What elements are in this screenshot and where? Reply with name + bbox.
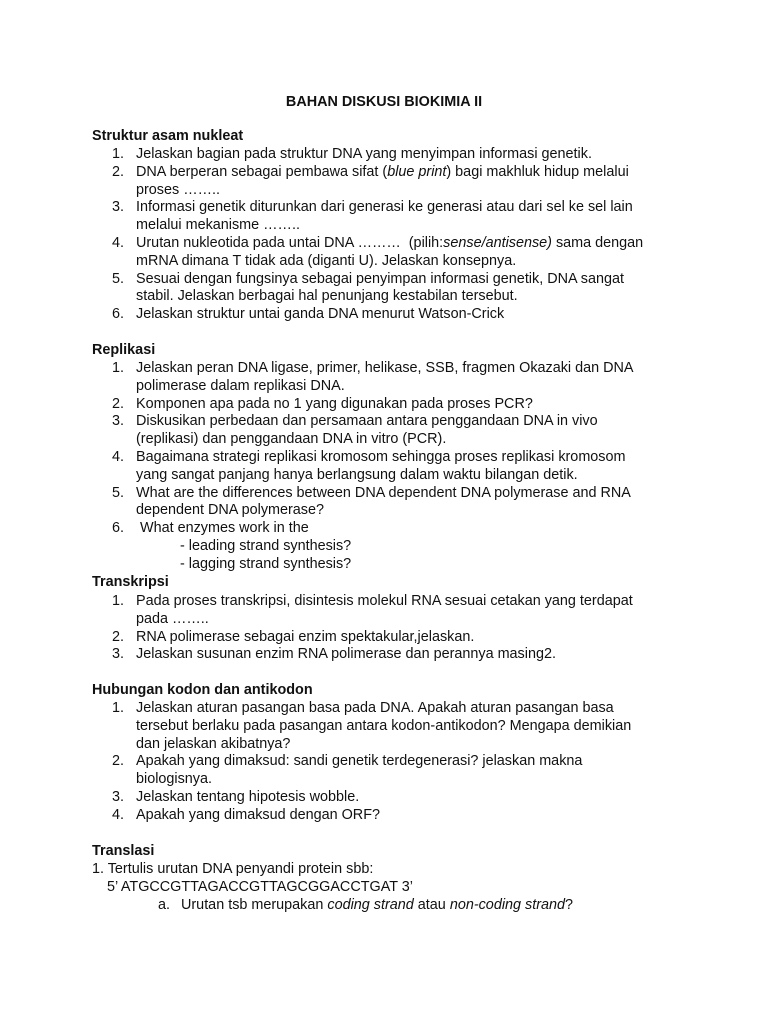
item-text: ? bbox=[565, 897, 574, 913]
list-item bbox=[92, 199, 672, 235]
list-item bbox=[92, 646, 672, 664]
item-text-line: (replikasi) dan penggandaan DNA in vitro (PCR). bbox=[136, 431, 447, 448]
item-italic-text: non-coding strand bbox=[449, 897, 566, 913]
sub-item: - lagging strand synthesis? bbox=[180, 555, 352, 572]
item-text-line: dependent DNA polymerase? bbox=[136, 502, 324, 519]
item-text: Informasi genetik diturunkan dari generasi ke generasi atau dari sel ke sel lain bbox=[136, 199, 633, 216]
item-text-line: dan jelaskan akibatnya? bbox=[136, 735, 291, 752]
item-italic-text: blue print bbox=[387, 163, 447, 180]
sub-item: - leading strand synthesis? bbox=[180, 537, 352, 554]
item-text-line: biologisnya. bbox=[136, 771, 213, 788]
list-item bbox=[92, 753, 672, 789]
item-text: Urutan nukleotida pada untai DNA ……… (pilih: bbox=[136, 234, 444, 251]
item-text-line: pada …….. bbox=[136, 610, 209, 627]
list-item bbox=[92, 593, 672, 629]
list-item bbox=[92, 306, 672, 324]
item-number: 1. bbox=[112, 360, 125, 376]
list-item bbox=[92, 396, 672, 414]
item-text: Komponen apa pada no 1 yang digunakan pada proses PCR? bbox=[136, 395, 533, 412]
item-text: Apakah yang dimaksud dengan ORF? bbox=[136, 806, 380, 823]
list-item bbox=[92, 164, 672, 200]
list-item bbox=[92, 235, 672, 271]
list-replikasi bbox=[92, 360, 672, 574]
section-title-struktur: Struktur asam nukleat bbox=[92, 128, 244, 144]
list-item bbox=[92, 629, 672, 647]
item-text: atau bbox=[413, 897, 450, 913]
item-text: DNA berperan sebagai pembawa sifat ( bbox=[136, 163, 388, 180]
list-transkripsi bbox=[92, 593, 672, 664]
item-text-line: yang sangat panjang hanya berlangsung dalam waktu bilangan detik. bbox=[136, 466, 578, 483]
item-number: 6. bbox=[112, 520, 125, 537]
item-text: Sesuai dengan fungsinya sebagai penyimpan informasi genetik, DNA sangat bbox=[136, 270, 624, 287]
list-kodon bbox=[92, 700, 672, 825]
list-item bbox=[92, 485, 672, 521]
item-number: 2. bbox=[112, 163, 125, 180]
item-italic-text: sense/antisense) bbox=[443, 234, 552, 251]
item-number: 1. bbox=[112, 146, 125, 162]
item-text: Pada proses transkripsi, disintesis molekul RNA sesuai cetakan yang terdapat bbox=[136, 593, 633, 609]
item-number: 5. bbox=[112, 484, 125, 501]
item-number: 4. bbox=[112, 234, 125, 251]
item-number: 3. bbox=[112, 788, 125, 805]
translasi-question-1: 1. Tertulis urutan DNA penyandi protein sbb: bbox=[92, 861, 374, 877]
item-text: RNA polimerase sebagai enzim spektakular,jelaskan. bbox=[136, 628, 475, 645]
item-text: Jelaskan aturan pasangan basa pada DNA. Apakah aturan pasangan basa bbox=[136, 700, 614, 716]
list-item bbox=[92, 807, 672, 825]
item-number: 2. bbox=[112, 395, 125, 412]
item-number: 4. bbox=[112, 448, 125, 465]
item-text: Urutan tsb merupakan bbox=[181, 897, 328, 913]
item-number: 6. bbox=[112, 306, 125, 323]
item-number: 3. bbox=[112, 199, 125, 216]
item-text: Diskusikan perbedaan dan persamaan antara penggandaan DNA in vivo bbox=[136, 413, 598, 430]
section-title-kodon: Hubungan kodon dan antikodon bbox=[92, 682, 313, 698]
item-text: What enzymes work in the bbox=[136, 520, 309, 537]
item-text-line: stabil. Jelaskan berbagai hal penunjang kestabilan tersebut. bbox=[136, 288, 518, 305]
item-text: What are the differences between DNA dependent DNA polymerase and RNA bbox=[136, 484, 631, 501]
list-item bbox=[92, 146, 672, 164]
list-item bbox=[92, 520, 672, 538]
item-text: Apakah yang dimaksud: sandi genetik terdegenerasi? jelaskan makna bbox=[136, 753, 583, 770]
item-text: Bagaimana strategi replikasi kromosom sehingga proses replikasi kromosom bbox=[136, 448, 626, 465]
list-item bbox=[158, 897, 573, 915]
list-item bbox=[92, 271, 672, 307]
item-text: Jelaskan struktur untai ganda DNA menurut Watson-Crick bbox=[136, 306, 505, 323]
section-title-replikasi: Replikasi bbox=[92, 342, 156, 358]
item-text-line: polimerase dalam replikasi DNA. bbox=[136, 377, 345, 394]
item-number: 4. bbox=[112, 806, 125, 823]
item-text: Jelaskan bagian pada struktur DNA yang menyimpan informasi genetik. bbox=[136, 146, 592, 162]
item-text-line: mRNA dimana T tidak ada (diganti U). Jelaskan konsepnya. bbox=[136, 252, 517, 269]
translasi-sub-a bbox=[158, 897, 573, 915]
list-item bbox=[92, 700, 672, 753]
item-text-line: tersebut berlaku pada pasangan antara kodon-antikodon? Mengapa demikian bbox=[136, 717, 632, 734]
list-item bbox=[92, 449, 672, 485]
item-text: Jelaskan susunan enzim RNA polimerase dan perannya masing2. bbox=[136, 646, 556, 663]
item-number: 5. bbox=[112, 270, 125, 287]
list-item bbox=[92, 789, 672, 807]
item-text: Jelaskan peran DNA ligase, primer, helikase, SSB, fragmen Okazaki dan DNA bbox=[136, 360, 634, 376]
item-number: 1. bbox=[112, 593, 125, 609]
item-text-line: melalui mekanisme …….. bbox=[136, 217, 300, 234]
section-title-transkripsi: Transkripsi bbox=[92, 574, 169, 590]
list-item bbox=[92, 360, 672, 396]
section-title-translasi: Translasi bbox=[92, 843, 155, 859]
item-text-line: proses …….. bbox=[136, 181, 220, 198]
item-text: ) bagi makhluk hidup melalui bbox=[446, 163, 629, 180]
item-text: Jelaskan tentang hipotesis wobble. bbox=[136, 788, 360, 805]
item-italic-text: coding strand bbox=[327, 897, 414, 913]
item-number: 2. bbox=[112, 753, 125, 770]
list-item bbox=[92, 413, 672, 449]
page-title: BAHAN DISKUSI BIOKIMIA II bbox=[285, 94, 483, 110]
list-struktur bbox=[92, 146, 672, 324]
item-number: 2. bbox=[112, 628, 125, 645]
item-text: sama dengan bbox=[551, 234, 644, 251]
item-number: 3. bbox=[112, 646, 125, 663]
item-letter: a. bbox=[158, 897, 171, 913]
item-number: 3. bbox=[112, 413, 125, 430]
item-number: 1. bbox=[112, 700, 125, 716]
dna-sequence: 5’ ATGCCGTTAGACCGTTAGCGGACCTGAT 3’ bbox=[107, 879, 413, 895]
